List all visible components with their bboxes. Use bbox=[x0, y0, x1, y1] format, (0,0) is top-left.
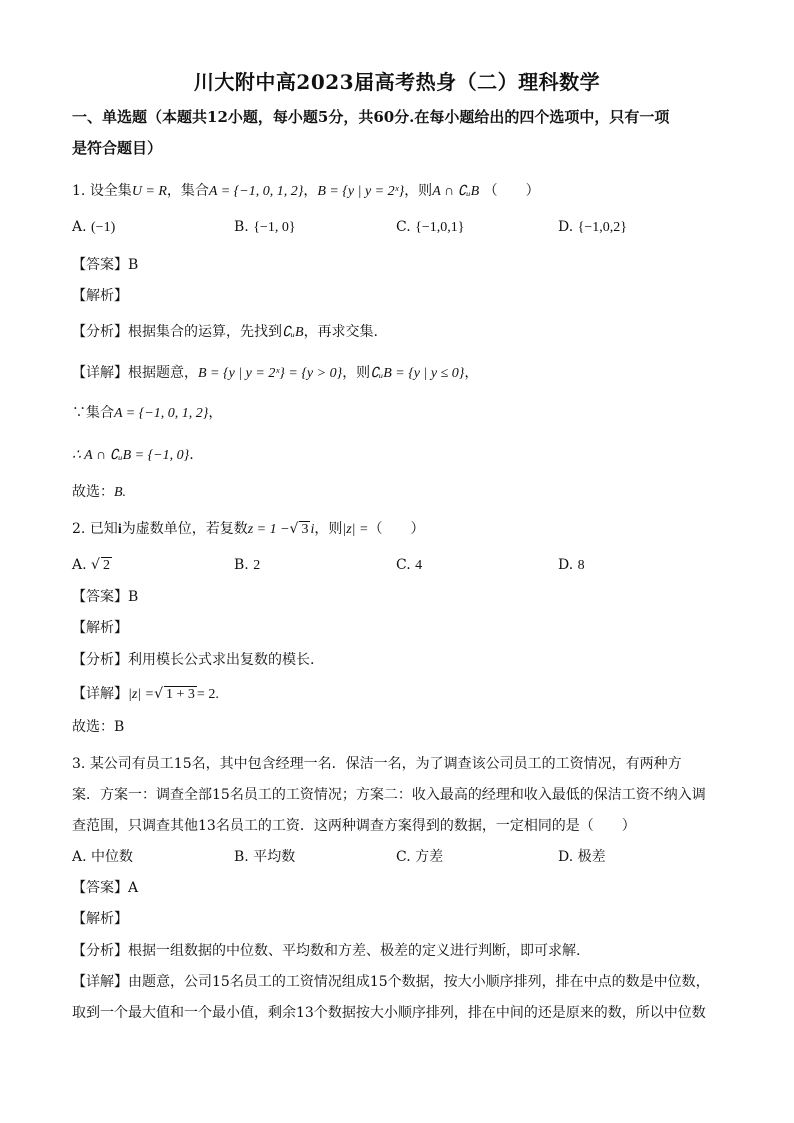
q2-fenxi bbox=[72, 651, 314, 669]
detail-text: ， bbox=[208, 405, 223, 421]
option-label: C. bbox=[396, 219, 411, 235]
q1-stem-text-a: 设全集 bbox=[89, 183, 132, 199]
q1-set-a: A = {−1, 0, 1, 2} bbox=[208, 184, 304, 199]
q3-stem-line3: 查范围，只调查其他13名员工的工资．这两种调查方案得到的数据，一定相同的是（ ） bbox=[72, 818, 636, 834]
q1-option-a[interactable] bbox=[72, 218, 115, 237]
q3-stem-line1 bbox=[72, 755, 682, 773]
q2-option-c[interactable] bbox=[396, 556, 422, 575]
fenxi-label: 【分析】 bbox=[72, 652, 128, 668]
q1-detail-line2 bbox=[72, 404, 222, 423]
option-label: C. bbox=[396, 557, 411, 573]
q1-answer bbox=[72, 256, 138, 274]
answer-label: 【答案】 bbox=[72, 257, 128, 273]
q3-number: 3. bbox=[72, 756, 86, 772]
page-title: 川大附中高2023届高考热身（二）理科数学 bbox=[193, 70, 601, 94]
q2-detail bbox=[72, 685, 219, 704]
option-value: (−1) bbox=[91, 220, 116, 235]
q3-detail-line1 bbox=[72, 973, 710, 991]
q1-comma: ， bbox=[303, 183, 318, 199]
detail-label: 【详解】 bbox=[72, 686, 128, 702]
option-value: 平均数 bbox=[253, 849, 296, 865]
q3-option-a[interactable] bbox=[72, 848, 133, 866]
answer-value: B bbox=[128, 589, 139, 605]
q1-option-d[interactable] bbox=[558, 218, 627, 237]
answer-label: 【答案】 bbox=[72, 880, 128, 896]
fenxi-expr: ∁ᵤB bbox=[282, 325, 304, 340]
q1-option-b[interactable] bbox=[234, 218, 296, 237]
option-label: B. bbox=[234, 849, 249, 865]
option-value: 极差 bbox=[577, 849, 606, 865]
detail-text: . bbox=[189, 447, 194, 463]
radical-icon: √ bbox=[91, 557, 100, 573]
q3-fenxi bbox=[72, 942, 580, 960]
q2-stem-text: ，则 bbox=[314, 521, 343, 537]
option-label: A. bbox=[72, 557, 87, 573]
q2-number: 2. bbox=[72, 521, 86, 537]
option-label: D. bbox=[558, 219, 574, 235]
detail-text: ，则 bbox=[342, 365, 371, 381]
detail-expr: ∁ᵤB = {y | y ≤ 0} bbox=[370, 366, 465, 381]
q2-analysis-label bbox=[72, 619, 128, 637]
option-value: {−1,0,2} bbox=[577, 220, 627, 235]
section-heading-line1: 一、单选题（本题共12小题，每小题5分，共60分.在每小题给出的四个选项中，只有一项 bbox=[72, 108, 670, 126]
q1-paren: （ ） bbox=[483, 183, 540, 199]
fenxi-label: 【分析】 bbox=[72, 324, 128, 340]
detail-text: 根据题意， bbox=[128, 365, 198, 381]
q2-z-expr: z = 1 − bbox=[247, 522, 290, 537]
q3-detail-line2: 取到一个最大值和一个最小值，剩余13个数据按大小顺序排列，排在中间的还是原来的数，所以中位数 bbox=[72, 1005, 706, 1021]
section-heading-line2: 是符合题目） bbox=[72, 139, 163, 157]
radical-icon: √ bbox=[154, 686, 164, 702]
q3-analysis-label bbox=[72, 910, 128, 928]
option-value: {−1, 0} bbox=[253, 220, 296, 235]
q2-paren: （ ） bbox=[368, 521, 425, 537]
q3-stem-text: 某公司有员工15名，其中包含经理一名．保洁一名，为了调查该公司员工的工资情况，有两种方 bbox=[89, 756, 682, 772]
detail-label: 【详解】 bbox=[72, 365, 128, 381]
q2-option-b[interactable] bbox=[234, 556, 260, 575]
choose-value: B bbox=[114, 719, 125, 735]
choose-label: 故选： bbox=[72, 719, 114, 735]
q2-imag-unit: i bbox=[117, 522, 122, 537]
q1-number: 1. bbox=[72, 183, 86, 199]
q1-detail-line3 bbox=[72, 446, 194, 465]
q1-set-b: B = {y | y = 2ˣ} bbox=[317, 184, 405, 199]
option-value: 中位数 bbox=[91, 849, 134, 865]
q1-detail-line1 bbox=[72, 364, 478, 383]
answer-value: B bbox=[128, 257, 139, 273]
option-label: C. bbox=[396, 849, 411, 865]
option-label: B. bbox=[234, 557, 249, 573]
q3-stem-line2: 案．方案一：调查全部15名员工的工资情况；方案二：收入最高的经理和收入最低的保洁工资不纳入调 bbox=[72, 787, 706, 803]
option-label: D. bbox=[558, 849, 574, 865]
option-label: A. bbox=[72, 219, 87, 235]
q2-option-a[interactable] bbox=[72, 556, 112, 574]
q1-stem-text-c: ，则 bbox=[404, 183, 433, 199]
q2-stem-text: 已知 bbox=[89, 521, 118, 537]
q2-stem-text: 为虚数单位，若复数 bbox=[121, 521, 248, 537]
detail-expr: A = {−1, 0, 1, 2} bbox=[114, 406, 209, 421]
q3-option-c[interactable] bbox=[396, 848, 443, 866]
option-label: D. bbox=[558, 557, 574, 573]
option-value: 2 bbox=[253, 558, 261, 573]
detail-text: ， bbox=[464, 365, 479, 381]
fenxi-label: 【分析】 bbox=[72, 943, 128, 959]
because-symbol: ∵ bbox=[72, 405, 86, 421]
answer-label: 【答案】 bbox=[72, 589, 128, 605]
option-value: 方差 bbox=[415, 849, 444, 865]
q1-universal-set: U = R bbox=[131, 184, 167, 199]
option-label: A. bbox=[72, 849, 87, 865]
detail-expr: B = {y | y = 2ˣ} = {y > 0} bbox=[198, 366, 343, 381]
option-value: 4 bbox=[415, 558, 423, 573]
radical-icon: √ bbox=[289, 521, 299, 537]
q1-stem-text-b: ，集合 bbox=[166, 183, 209, 199]
analysis-label: 【解析】 bbox=[72, 620, 128, 636]
q3-option-d[interactable] bbox=[558, 848, 606, 866]
analysis-label: 【解析】 bbox=[72, 288, 128, 304]
option-value: {−1,0,1} bbox=[415, 220, 465, 235]
q1-option-c[interactable] bbox=[396, 218, 464, 237]
q1-choose bbox=[72, 483, 126, 502]
analysis-label: 【解析】 bbox=[72, 911, 128, 927]
option-value: 8 bbox=[577, 558, 585, 573]
q2-choose bbox=[72, 718, 124, 736]
q2-option-d[interactable] bbox=[558, 556, 585, 575]
answer-value: A bbox=[128, 880, 139, 896]
q2-abs-expr: |z| = bbox=[342, 522, 369, 537]
detail-text: 集合 bbox=[86, 405, 114, 421]
detail-expr: ∴ A ∩ ∁ᵤB = {−1, 0} bbox=[72, 448, 190, 463]
q3-option-b[interactable] bbox=[234, 848, 295, 866]
option-label: B. bbox=[234, 219, 249, 235]
q2-answer bbox=[72, 588, 138, 606]
q2-z-i: i bbox=[310, 522, 315, 537]
detail-radicand: 1 + 3 bbox=[166, 687, 195, 702]
option-value: 2 bbox=[102, 558, 110, 573]
q3-answer bbox=[72, 879, 138, 897]
fenxi-text: 利用模长公式求出复数的模长. bbox=[128, 652, 315, 668]
detail-label: 【详解】 bbox=[72, 974, 128, 990]
q2-stem bbox=[72, 520, 424, 539]
choose-label: 故选： bbox=[72, 484, 114, 500]
fenxi-text-end: ，再求交集. bbox=[303, 324, 379, 340]
detail-text: 由题意，公司15名员工的工资情况组成15个数据，按大小顺序排列，排在中点的数是中位数， bbox=[128, 974, 710, 990]
detail-expr: = 2. bbox=[196, 687, 219, 702]
q1-fenxi bbox=[72, 323, 378, 342]
q1-expression: A ∩ ∁ᵤB bbox=[432, 184, 480, 199]
q1-stem bbox=[72, 182, 540, 201]
fenxi-text: 根据集合的运算，先找到 bbox=[128, 324, 282, 340]
choose-value: B. bbox=[114, 485, 127, 500]
detail-expr: |z| = bbox=[128, 687, 155, 702]
q2-radicand: 3 bbox=[301, 522, 309, 537]
q1-analysis-label bbox=[72, 287, 128, 305]
fenxi-text: 根据一组数据的中位数、平均数和方差、极差的定义进行判断，即可求解. bbox=[128, 943, 581, 959]
